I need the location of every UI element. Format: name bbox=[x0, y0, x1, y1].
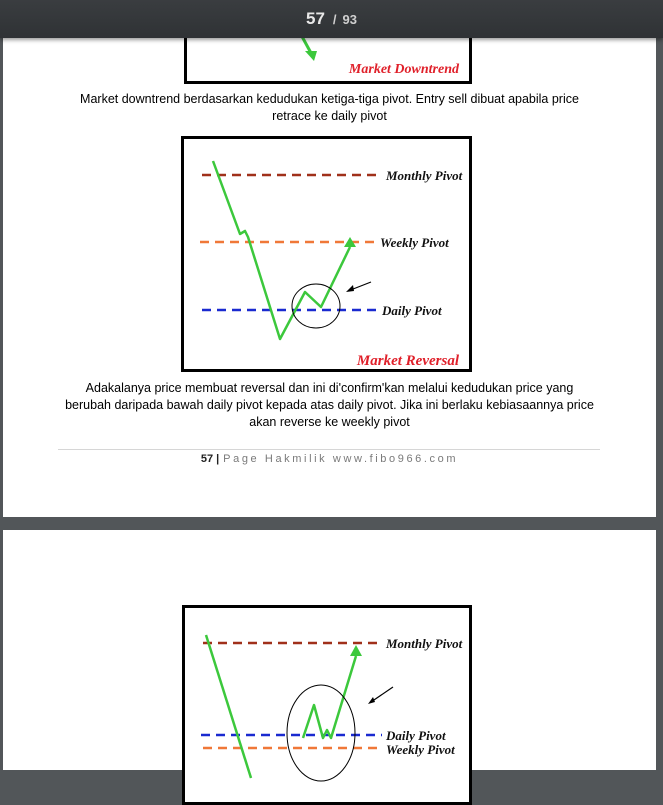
pdf-page-57 bbox=[3, 0, 656, 517]
reversal-circle bbox=[292, 284, 340, 328]
pointer-arrowhead bbox=[368, 697, 375, 704]
page-footer bbox=[3, 453, 656, 465]
reversal-chart bbox=[184, 139, 469, 369]
price-line bbox=[213, 161, 350, 339]
monthly-pivot-label: Monthly Pivot bbox=[386, 168, 463, 183]
footer-separator: | bbox=[216, 453, 220, 465]
daily-pivot-label: Daily Pivot bbox=[386, 728, 446, 743]
page-toolbar bbox=[0, 0, 663, 38]
pointer-arrow bbox=[371, 687, 393, 702]
figure-title: Market Reversal bbox=[356, 353, 459, 369]
figure-market-reversal bbox=[181, 136, 472, 372]
total-pages: 93 bbox=[342, 11, 357, 27]
price-arrowhead bbox=[350, 645, 362, 656]
figure-pivot-reversal-2 bbox=[182, 605, 472, 805]
monthly-pivot-label: Monthly Pivot bbox=[386, 636, 463, 651]
price-line-up bbox=[303, 656, 356, 738]
weekly-pivot-label: Weekly Pivot bbox=[380, 235, 449, 250]
figure-title: Market Downtrend bbox=[348, 62, 459, 77]
footer-divider bbox=[58, 449, 600, 450]
caption-reversal: Adakalanya price membuat reversal dan ini di'confirm'kan melalui kedudukan price yang berubah daripada bawah daily pivot kepada atas daily pivot. Jika ini berlaku kebiasaannya price akan reverse ke weekly pivot bbox=[65, 381, 594, 429]
footer-page-number: 57 bbox=[200, 453, 214, 465]
price-line-down bbox=[206, 635, 251, 778]
price-arrowhead bbox=[305, 51, 317, 61]
pdf-page-58 bbox=[3, 530, 656, 770]
page-separator: / bbox=[332, 11, 337, 27]
footer-text: Page Hakmilik www.fibo966.com bbox=[223, 453, 459, 465]
current-page-number[interactable]: 57 bbox=[305, 9, 325, 28]
daily-pivot-label: Daily Pivot bbox=[382, 303, 442, 318]
caption-downtrend: Market downtrend berdasarkan kedudukan ketiga-tiga pivot. Entry sell dibuat apabila price retrace ke daily pivot bbox=[80, 92, 579, 123]
pointer-arrowhead bbox=[346, 285, 354, 292]
pivot-chart-2 bbox=[185, 608, 469, 802]
weekly-pivot-label: Weekly Pivot bbox=[386, 742, 455, 757]
